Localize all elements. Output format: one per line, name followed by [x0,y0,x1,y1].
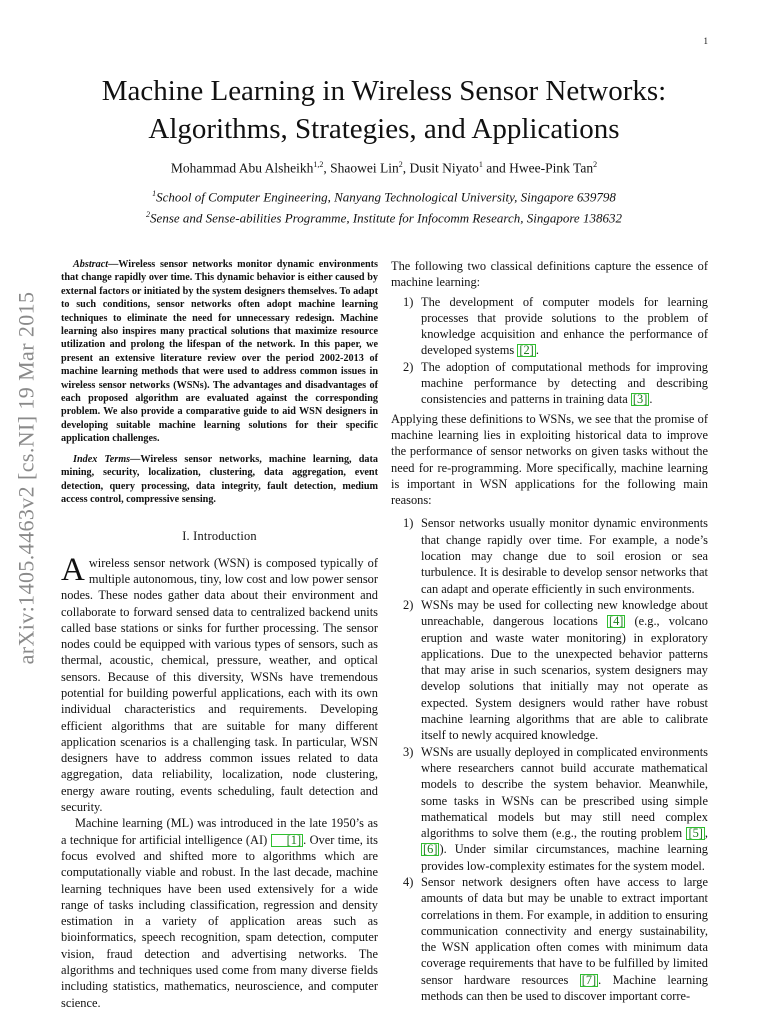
title-line-2: Algorithms, Strategies, and Applications [148,113,620,145]
affiliation-text: Sense and Sense-abilities Programme, Institute for Infocomm Research, Singapore 138632 [150,210,622,226]
affiliation-line [50,206,718,227]
list-item-text: (e.g., volcano eruption and waste water monitoring) in exploratory applications. Due to the unexpected behavior patterns that may arise in such scenarios, system designers may develop solutions that initially may not operate as expected. System designers would rather have robust machine learning algorithms that are able to calibrate itself to newly acquired knowledge. [421,614,708,743]
paragraph-text: Machine learning (ML) was introduced in the late 1950’s as a technique for artificial intelligence (AI) [61,816,378,847]
citation-link[interactable]: [6] [423,842,438,857]
list-item-text: , [704,826,708,841]
list-number: 1) [403,294,414,309]
citation-link[interactable]: [7] [581,972,597,987]
author-affiliation-mark: 2 [398,160,403,169]
list-number: 3) [403,744,414,759]
citation-link[interactable]: [1] [271,834,303,847]
author-affiliation-mark: 2 [593,160,598,169]
reasons-list [391,515,708,1004]
author-name: , Dusit Niyato [402,160,479,176]
right-column [391,258,708,1007]
list-item [391,515,708,596]
author-name: , Shaowei Lin [323,160,399,176]
list-item [391,597,708,744]
applying-paragraph: Applying these definitions to WSNs, we see that the promise of machine learning lies in exploiting historical data to improve the performance of sensor networks on given tasks without the need for re-programming. More specifically, machine learning is important in WSN applications for the following main reasons: [391,411,708,508]
list-item [391,744,708,874]
drop-cap: A [61,551,85,588]
index-terms-label: Index Terms [73,453,131,465]
page-number: 1 [703,36,708,46]
author-affiliation-mark: 1,2 [313,160,324,169]
citation-link[interactable]: [4] [608,614,624,629]
list-item-text: . [649,392,653,407]
definitions-intro: The following two classical definitions capture the essence of machine learning: [391,259,708,290]
author-list [50,160,718,177]
list-item [391,359,708,408]
list-number: 1) [403,516,414,531]
list-item-text: WSNs are usually deployed in complicated environments where researchers cannot build accurate mathematical models to describe the system behavior. Meanwhile, some tasks in WSNs can be prescribed using simple mathematical models but may still need complex algorithms to solve them (e.g., the routing problem [421,744,708,841]
intro-paragraph-1-text: wireless sensor network (WSN) is composed typically of multiple autonomous, tiny, low cost and low power sensor nodes. These nodes gather data about their environment and collaborate to forward sensed data to centralized backend units called base stations or sinks for further processing. The sensor nodes could be equipped with various types of sensors, such as thermal, acoustic, chemical, pressure, weather, and optical sensors. Because of this diversity, WSNs have tremendous potential for building powerful applications, each with its own individual characteristics and requirements. Developing efficient algorithms that are suitable for many different application scenarios is a challenging task. In particular, WSN designers have to address common issues related to data aggregation, data reliability, localization, node clustering, energy aware routing, events scheduling, fault detection and security. [61,555,378,815]
list-item-text: WSNs may be used for collecting new knowledge about unreachable, dangerous locations [421,597,708,629]
affiliations [50,185,718,228]
affiliation-mark: 2 [146,210,151,220]
section-heading-introduction: I. Introduction [182,529,257,544]
abstract [61,258,378,446]
intro-paragraph-2 [61,815,378,1011]
author-name: Mohammad Abu Alsheikh [170,160,314,176]
list-item-text: Sensor networks usually monitor dynamic environments that change rapidly over time. For example, a node’s location may change due to soil erosion or sea turbulence. It is desirable to develop sensor networks that can adapt and operate efficiently in such environments. [421,516,708,596]
arxiv-identifier-text: arXiv:1405.4463v2 [cs.NI] 19 Mar 2015 [13,291,39,665]
list-item [391,874,708,1004]
definitions-list [391,294,708,408]
list-item [391,294,708,359]
list-item-text: ). Under similar circumstances, machine learning provides low-complexity estimates for the system model. [421,842,708,873]
citation-link[interactable]: [2] [519,343,534,358]
affiliation-line [50,185,718,206]
affiliation-mark: 1 [152,189,157,198]
affiliation-text: School of Computer Engineering, Nanyang Technological University, Singapore 639798 [156,189,616,205]
index-terms [61,453,378,507]
arxiv-identifier [8,258,44,698]
abstract-text: —Wireless sensor networks monitor dynamic environments that change rapidly over time. This dynamic behavior is either caused by external factors or initiated by the system designers themselves. To adapt to such conditions, sensor networks often adopt machine learning techniques to eliminate the need for unnecessary redesign. Machine learning also inspires many practical solutions that maximize resource utilization and prolong the lifespan of the network. In this paper, we present an extensive literature review over the period 2002-2013 of machine learning methods that were used to address common issues in wireless sensor networks (WSNs). The advantages and disadvantages of each proposed algorithm are evaluated against the corresponding problem. We also provide a comparative guide to aid WSN designers in developing suitable machine learning solutions for their specific application challenges. [61,259,378,445]
list-item-text: . Machine learning methods can then be used to discover important corre- [421,972,708,1004]
citation-link[interactable]: [3] [632,392,648,407]
index-terms-text: —Wireless sensor networks, machine learning, data mining, security, localization, clustering, data aggregation, event detection, query processing, data integrity, fault detection, medium access control, compressive sensing. [61,453,378,505]
title-line-1: Machine Learning in Wireless Sensor Networks: [101,75,667,107]
list-item-text: . [535,343,539,358]
list-number: 4) [403,874,414,889]
author-name: and Hwee-Pink Tan [482,160,594,176]
list-number: 2) [403,597,414,612]
list-item-text: The adoption of computational methods for improving machine performance by detecting and describing consistencies and patterns in training data [421,359,708,407]
citation-link[interactable]: [5] [688,826,703,841]
paper-title [50,72,718,148]
left-column [61,258,378,1011]
list-number: 2) [403,359,414,374]
list-item-text: The development of computer models for learning processes that provide solutions to the problem of knowledge acquisition and enhance the performance of developed systems [421,294,708,358]
intro-paragraph-1 [61,551,378,816]
abstract-label: Abstract [73,259,109,270]
author-affiliation-mark: 1 [478,160,483,169]
list-item-text: Sensor network designers often have access to large amounts of data but may be unable to extract important correlations in them. For example, in addition to ensuring communication connectivity and energy sustainability, the WSN application often comes with minimum data coverage requirements that have to be fulfilled by limited sensor hardware resources [421,874,708,987]
paragraph-text: . Over time, its focus evolved and shifted more to algorithms which are computationally viable and robust. In the last decade, machine learning techniques have been used extensively for a wide range of tasks including classification, regression and density estimation in a variety of application areas such as bioinformatics, speech recognition, spam detection, computer vision, fraud detection and advertising networks. The algorithms and techniques used come from many diverse fields including statistics, mathematics, neuroscience, and computer science. [61,832,378,1010]
